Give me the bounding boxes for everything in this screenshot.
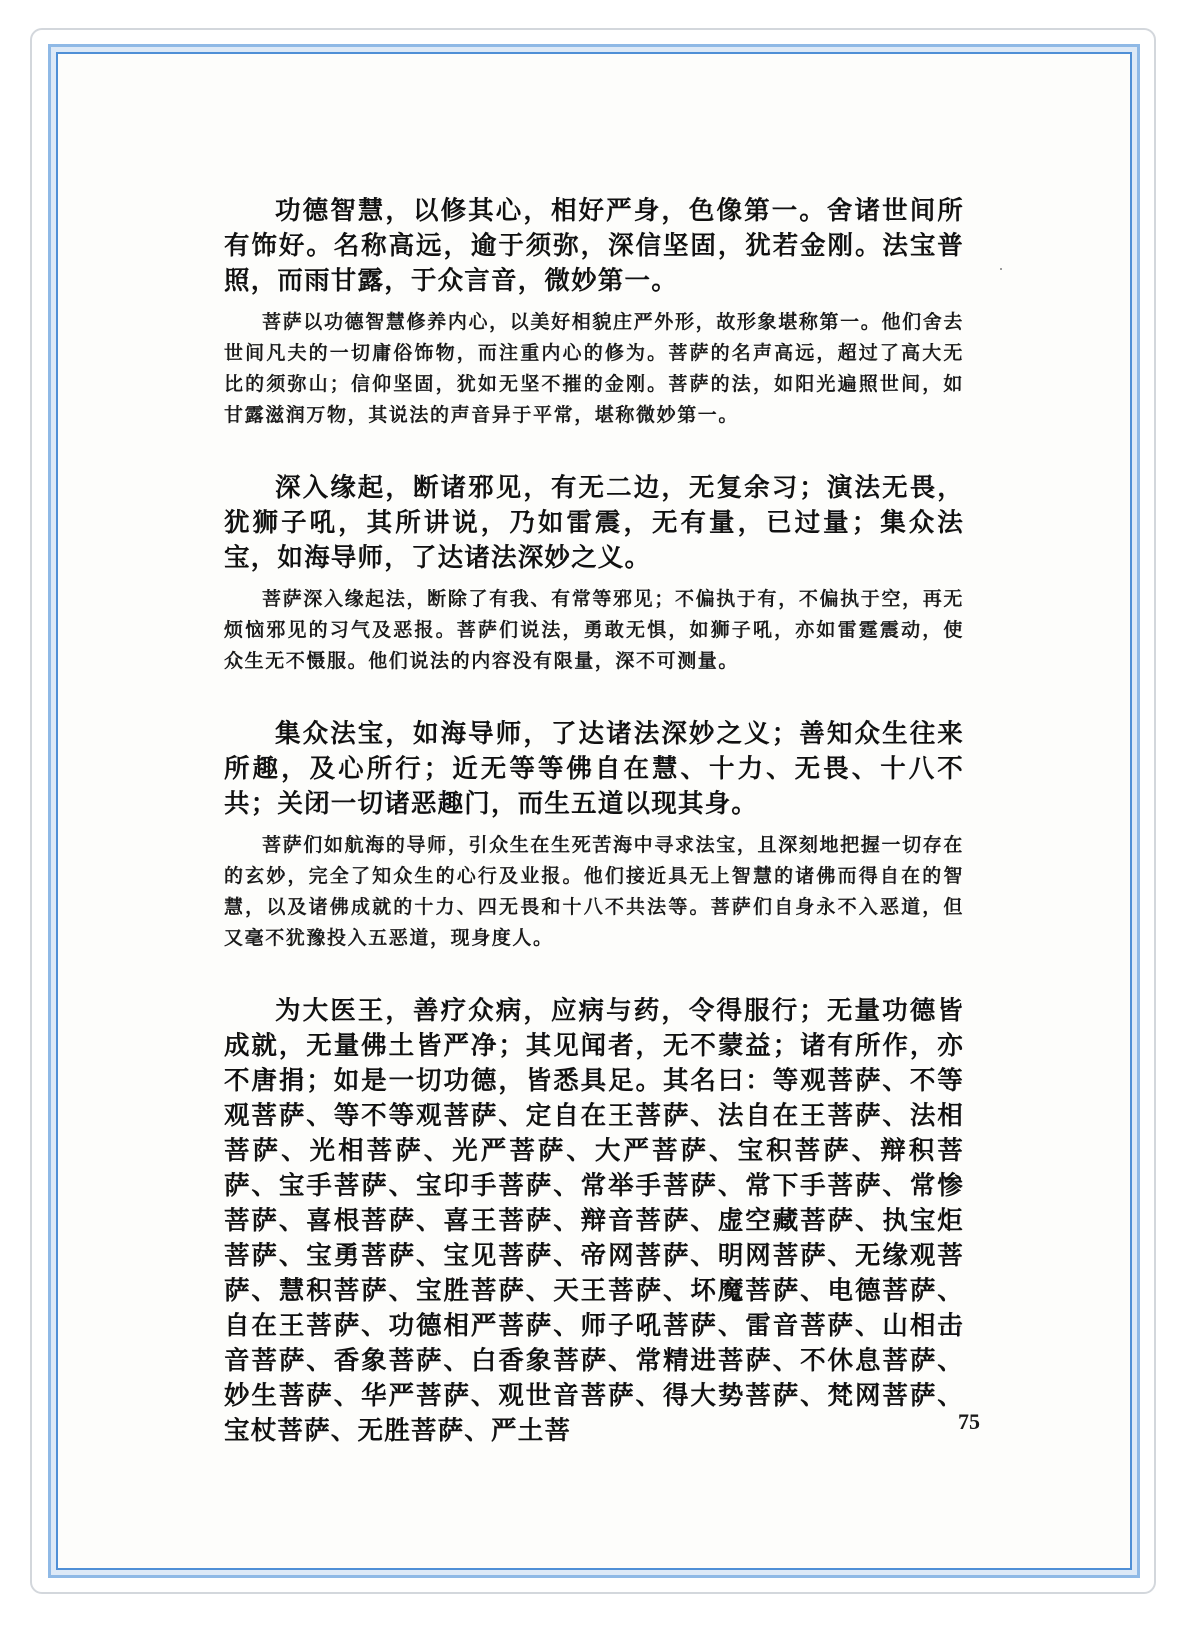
commentary-passage: 菩萨们如航海的导师，引众生在生死苦海中寻求法宝，且深刻地把握一切存在的玄妙，完全了知众生的心行及业报。他们接近具无上智慧的诸佛而得自在的智慧，以及诸佛成就的十力、四无畏和十八不共法等。菩萨们自身永不入恶道，但又毫不犹豫投入五恶道，现身度人。 [224,834,964,949]
sutra-passage: 集众法宝，如海导师，了达诸法深妙之义；善知众生往来所趣，及心所行；近无等等佛自在慧、十力、无畏、十八不共；关闭一切诸恶趣门，而生五道以现其身。 [224,719,964,819]
sutra-passage: 为大医王，善疗众病，应病与药，令得服行；无量功德皆成就，无量佛土皆严净；其见闻者，无不蒙益；诸有所作，亦不唐捐；如是一切功德，皆悉具足。其名曰：等观菩萨、不等观菩萨、等不等观菩萨、定自在王菩萨、法自在王菩萨、法相菩萨、光相菩萨、光严菩萨、大严菩萨、宝积菩萨、辩积菩萨、宝手菩萨、宝印手菩萨、常举手菩萨、常下手菩萨、常惨菩萨、喜根菩萨、喜王菩萨、辩音菩萨、虚空藏菩萨、执宝炬菩萨、宝勇菩萨、宝见菩萨、帝网菩萨、明网菩萨、无缘观菩萨、慧积菩萨、宝胜菩萨、天王菩萨、坏魔菩萨、电德菩萨、自在王菩萨、功德相严菩萨、师子吼菩萨、雷音菩萨、山相击音菩萨、香象菩萨、白香象菩萨、常精进菩萨、不休息菩萨、妙生菩萨、华严菩萨、观世音菩萨、得大势菩萨、梵网菩萨、宝杖菩萨、无胜菩萨、严土菩 [224,996,964,1446]
page-body [224,194,964,1489]
section-4 [224,994,964,1449]
section-3 [224,717,964,954]
sutra-passage: 深入缘起，断诸邪见，有无二边，无复余习；演法无畏，犹狮子吼，其所讲说，乃如雷震，无有量，已过量；集众法宝，如海导师，了达诸法深妙之义。 [224,473,964,573]
page-frame [48,44,1140,1578]
sutra-passage: 功德智慧，以修其心，相好严身，色像第一。舍诸世间所有饰好。名称高远，逾于须弥，深信坚固，犹若金刚。法宝普照，而雨甘露，于众言音，微妙第一。 [224,196,964,296]
scan-speck [1000,268,1002,270]
scanned-page [56,52,1132,1570]
section-2 [224,471,964,677]
commentary-passage: 菩萨深入缘起法，断除了有我、有常等邪见；不偏执于有，不偏执于空，再无烦恼邪见的习气及恶报。菩萨们说法，勇敢无惧，如狮子吼，亦如雷霆震动，使众生无不慑服。他们说法的内容没有限量，深不可测量。 [224,588,964,672]
section-1 [224,194,964,431]
commentary-passage: 菩萨以功德智慧修养内心，以美好相貌庄严外形，故形象堪称第一。他们舍去世间凡夫的一切庸俗饰物，而注重内心的修为。菩萨的名声高远，超过了高大无比的须弥山；信仰坚固，犹如无坚不摧的金刚。菩萨的法，如阳光遍照世间，如甘露滋润万物，其说法的声音异于平常，堪称微妙第一。 [224,311,964,426]
page-number: 75 [958,1409,980,1434]
